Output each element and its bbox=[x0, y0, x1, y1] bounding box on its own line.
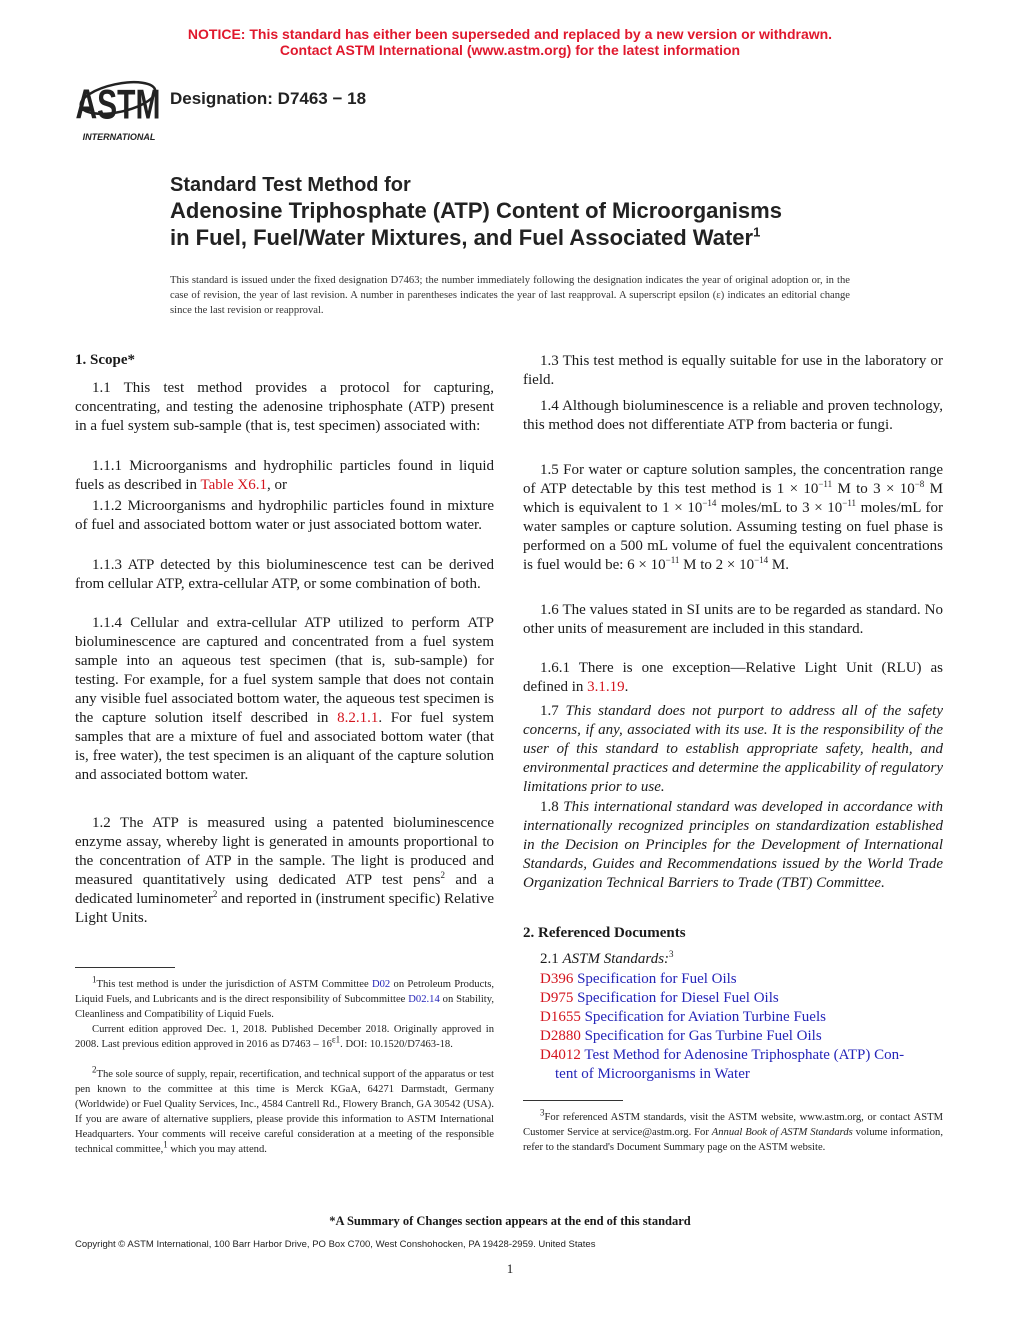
text-segment: on Petroleum Products, Liquid Fuels, and Lubricants and is the direct responsibility of Subcommittee bbox=[75, 979, 494, 1005]
text-segment: 1.3 This test method is equally suitable for use in the laboratory or field. bbox=[523, 353, 943, 388]
superscript: −14 bbox=[702, 498, 717, 508]
text-segment: 1.4 Although bioluminescence is a reliable and proven technology, this method does not differentiate ATP from bacteria or fungi. bbox=[523, 398, 943, 433]
para-1-6-1 bbox=[523, 659, 943, 697]
text-segment: moles/mL to 3 × 10 bbox=[716, 500, 843, 516]
superscript: −8 bbox=[914, 479, 925, 489]
text-segment: 1.1.3 ATP detected by this bioluminescence test can be derived from cellular ATP, extra-cellular ATP, or some combination of both. bbox=[75, 557, 494, 592]
notice-line-1: NOTICE: This standard has either been superseded and replaced by a new version or withdrawn. bbox=[187, 26, 833, 42]
text-segment: which you may attend. bbox=[167, 1144, 267, 1155]
title-line-2: Adenosine Triphosphate (ATP) Content of Microorganisms bbox=[170, 198, 782, 223]
text-segment: . DOI: 10.1520/D7463-18. bbox=[340, 1039, 453, 1050]
text-segment: moles/mL for water samples or capture solution. Assuming testing on fuel phase is performed on a 500 mL volume of fuel the equivalent concentrations is fuel would be: 6 × 10 bbox=[523, 500, 943, 573]
text-segment: 1.2 The ATP is measured using a patented bioluminescence enzyme assay, whereby light is generated in amounts proportional to the concentration of ATP in the sample. The light is produced and measured quantitatively using dedicated ATP test pens bbox=[75, 815, 494, 888]
superscript: 2 bbox=[212, 889, 218, 899]
footnote-1 bbox=[75, 974, 495, 1022]
superscript: 1 bbox=[92, 974, 97, 985]
ref-title-link-continued[interactable]: tent of Microorganisms in Water bbox=[555, 1066, 750, 1082]
para-1-1 bbox=[75, 379, 494, 436]
text-segment: M to 3 × 10 bbox=[832, 481, 915, 497]
title-line-3-text: in Fuel, Fuel/Water Mixtures, and Fuel Associated Water bbox=[170, 225, 754, 250]
page-number: 1 bbox=[506, 1261, 514, 1276]
para-2-1 bbox=[540, 950, 674, 969]
cross-reference-link[interactable]: 8.2.1.1 bbox=[337, 710, 379, 726]
text-segment: 1.8 bbox=[540, 799, 564, 815]
ref-code-link[interactable]: D1655 bbox=[540, 1009, 581, 1025]
ref-code-link[interactable]: D2880 bbox=[540, 1028, 581, 1044]
referenced-document[interactable] bbox=[540, 970, 737, 989]
para-1-1-3 bbox=[75, 556, 494, 594]
text-segment: . bbox=[624, 679, 629, 695]
footnote-3 bbox=[523, 1107, 943, 1155]
title-line-3 bbox=[170, 225, 760, 251]
text-segment: ASTM Standards: bbox=[562, 951, 670, 967]
ref-title-link[interactable]: Specification for Fuel Oils bbox=[577, 971, 737, 987]
text-segment: The sole source of supply, repair, recertification, and technical support of the apparatus or test pen known to the committee at this time is Merck KGaA, 64271 Darmstadt, Germany (Worldwide) or Fuel Quality Services, Inc., 4584 Cantrell Rd., Flowery Branch, GA 30542 (USA). If you are aware of alternative suppliers, please provide this information to ASTM International Headquarters. Your comments will receive careful consideration at a meeting of the responsible technical committee, bbox=[75, 1069, 494, 1155]
text-segment: M to 2 × 10 bbox=[679, 557, 755, 573]
referenced-document[interactable] bbox=[540, 989, 779, 1008]
text-segment: 1.6.1 There is one exception—Relative Light Unit (RLU) as defined in bbox=[523, 660, 943, 695]
ref-title-link[interactable]: Specification for Gas Turbine Fuel Oils bbox=[584, 1028, 822, 1044]
para-1-1-1 bbox=[75, 457, 494, 495]
section-heading-scope: 1. Scope* bbox=[75, 352, 135, 368]
text-segment: Current edition approved Dec. 1, 2018. Published December 2018. Originally approved in 2008. Last previous edition approved in 2016 as D7463 – 16 bbox=[75, 1024, 494, 1050]
superscript: 3 bbox=[540, 1107, 545, 1118]
ref-title-link[interactable]: Test Method for Adenosine Triphosphate (ATP) Con- bbox=[584, 1047, 905, 1063]
footnote-1-edition bbox=[75, 1022, 494, 1052]
superscript: ε1 bbox=[331, 1034, 341, 1045]
text-segment: and reported in (instrument specific) Relative Light Units. bbox=[75, 891, 494, 926]
ref-title-link[interactable]: Specification for Aviation Turbine Fuels bbox=[584, 1009, 826, 1025]
text-segment: , or bbox=[266, 477, 287, 493]
text-segment: 1.1.1 Microorganisms and hydrophilic particles found in liquid fuels as described in bbox=[75, 458, 494, 493]
superscript: −11 bbox=[842, 498, 857, 508]
text-segment: 1.1.2 Microorganisms and hydrophilic particles found in mixture of fuel and associated bottom water or just associated bottom water. bbox=[75, 498, 494, 533]
text-segment: For referenced ASTM standards, visit the ASTM website, www.astm.org, or contact ASTM Customer Service at service@astm.org. For bbox=[523, 1112, 943, 1138]
text-segment: 1.7 bbox=[540, 703, 566, 719]
designation: Designation: D7463 − 18 bbox=[170, 89, 367, 108]
superscript: −14 bbox=[754, 555, 769, 565]
para-1-7 bbox=[523, 702, 943, 797]
text-segment: This international standard was developed in accordance with internationally recognized principles on standardization established in the Decision on Principles for the Development of International Standards, Guides and Recommendations issued by the World Trade Organization Technical Barriers to Trade (TBT) Committee. bbox=[523, 799, 943, 891]
footnote-divider bbox=[75, 967, 175, 968]
text-segment: 2.1 bbox=[540, 951, 563, 967]
text-segment: M. bbox=[768, 557, 790, 573]
superscript: 2 bbox=[92, 1064, 97, 1075]
para-1-2 bbox=[75, 814, 494, 928]
footnote-divider-right bbox=[523, 1100, 623, 1101]
para-1-6 bbox=[523, 601, 943, 639]
cross-reference-link[interactable]: Table X6.1 bbox=[200, 477, 267, 493]
svg-text:INTERNATIONAL: INTERNATIONAL bbox=[82, 132, 156, 142]
cross-reference-link[interactable]: 3.1.19 bbox=[587, 679, 625, 695]
text-segment: 1.1.4 Cellular and extra-cellular ATP utilized to perform ATP bioluminescence are captured and concentrated from a fuel system sample into an aqueous test specimen (that is, sub-sample) for testing. For example, for a fuel system sample that does not contain any visible fuel associated bottom water, the aqueous test specimen is the capture solution itself described in bbox=[75, 615, 494, 726]
title-line-1: Standard Test Method for bbox=[170, 174, 411, 196]
text-segment: 1.5 For water or capture solution samples, the concentration range of ATP detectable by this test method is 1 × 10 bbox=[523, 462, 943, 497]
issuance-note: This standard is issued under the fixed designation D7463; the number immediately following the designation indicates the year of original adoption or, in the case of revision, the year of last revision. A number in parentheses indicates the year of last reapproval. A superscript epsilon (ε) indicates an editorial change since the last revision or reapproval. bbox=[170, 275, 850, 316]
superscript: 3 bbox=[669, 949, 674, 959]
text-segment: 1.6 The values stated in SI units are to be regarded as standard. No other units of measurement are included in this standard. bbox=[523, 602, 943, 637]
ref-code-link[interactable]: D4012 bbox=[540, 1047, 581, 1063]
para-1-1-2 bbox=[75, 497, 494, 535]
text-segment: Annual Book of ASTM Standards bbox=[711, 1127, 853, 1138]
text-segment: . For fuel system samples that are a mixture of fuel and associated bottom water (that is, free water), the test specimen is an aliquant of the capture solution and associated bottom water. bbox=[75, 710, 494, 783]
text-segment: 1.1 This test method provides a protocol for capturing, concentrating, and testing the adenosine triphosphate (ATP) present in a fuel system sub-sample (that is, test specimen) associated with: bbox=[75, 380, 494, 434]
copyright: Copyright © ASTM International, 100 Barr Harbor Drive, PO Box C700, West Conshohocken, PA 19428-2959. United States bbox=[75, 1239, 596, 1250]
text-segment: M which is equivalent to 1 × 10 bbox=[523, 481, 943, 516]
superscript: 1 bbox=[163, 1139, 168, 1150]
para-1-3 bbox=[523, 352, 943, 390]
superscript: −11 bbox=[818, 479, 833, 489]
svg-text:ASTM: ASTM bbox=[76, 80, 161, 128]
notice-line-2: Contact ASTM International (www.astm.org) for the latest information bbox=[279, 42, 741, 58]
ref-code-link[interactable]: D396 bbox=[540, 971, 574, 987]
para-1-1-4 bbox=[75, 614, 494, 785]
referenced-document[interactable] bbox=[540, 1027, 822, 1046]
text-segment: This test method is under the jurisdiction of ASTM Committee bbox=[96, 979, 372, 990]
summary-of-changes-note: *A Summary of Changes section appears at the end of this standard bbox=[329, 1214, 691, 1228]
para-1-4 bbox=[523, 397, 943, 435]
astm-logo bbox=[76, 68, 162, 144]
superscript: 2 bbox=[440, 870, 446, 880]
ref-code-link[interactable]: D975 bbox=[540, 990, 574, 1006]
footnote-2 bbox=[75, 1064, 494, 1157]
text-segment: and a dedicated luminometer bbox=[75, 872, 494, 907]
ref-title-link[interactable]: Specification for Diesel Fuel Oils bbox=[577, 990, 779, 1006]
text-segment: This standard does not purport to address all of the safety concerns, if any, associated with its use. It is the responsibility of the user of this standard to establish appropriate safety, health, and environmental practices and determine the applicability of regulatory limitations prior to use. bbox=[523, 703, 944, 795]
superscript: −11 bbox=[665, 555, 680, 565]
text-segment: on Stability, Cleanliness and Compatibility of Liquid Fuels. bbox=[75, 994, 495, 1020]
para-1-5 bbox=[523, 461, 943, 575]
referenced-document[interactable] bbox=[540, 1008, 826, 1027]
referenced-document[interactable] bbox=[540, 1046, 904, 1065]
cross-reference-link[interactable]: D02.14 bbox=[408, 994, 440, 1005]
section-heading-referenced-documents: 2. Referenced Documents bbox=[523, 925, 686, 941]
para-1-8 bbox=[523, 798, 943, 893]
title-footnote-mark: 1 bbox=[753, 224, 761, 240]
cross-reference-link[interactable]: D02 bbox=[371, 979, 391, 990]
text-segment: volume information, refer to the standard's Document Summary page on the ASTM website. bbox=[523, 1127, 943, 1153]
